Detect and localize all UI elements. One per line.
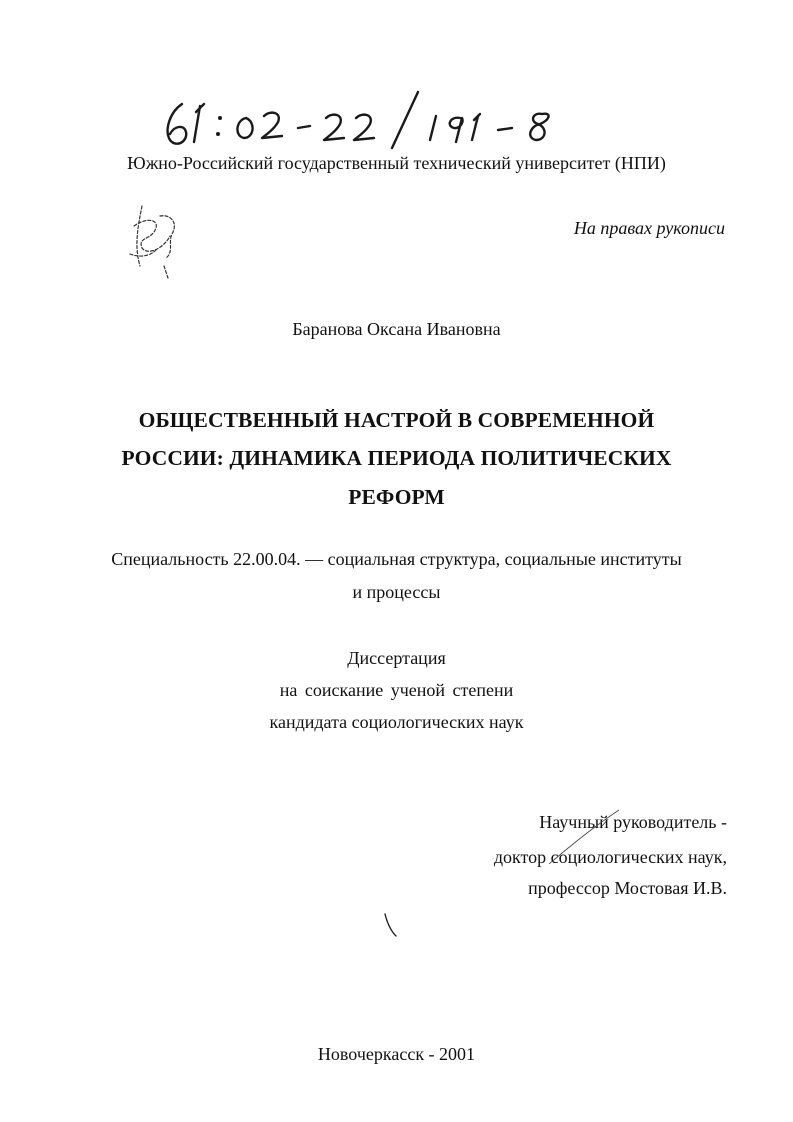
dissertation-line-1: Диссертация xyxy=(347,648,446,668)
dissertation-line-2: на соискание ученой степени xyxy=(279,680,514,700)
pen-stroke-drawing xyxy=(545,808,620,868)
dissertation-line-3: кандидата социологических наук xyxy=(269,712,524,732)
title-line-3: РЕФОРМ xyxy=(348,485,445,509)
signature-mark xyxy=(120,196,190,286)
university-name: Южно-Российский государственный технический университет (НПИ) xyxy=(127,153,666,173)
title-line-1: ОБЩЕСТВЕННЫЙ НАСТРОЙ В СОВРЕМЕННОЙ xyxy=(138,408,655,432)
pen-mark xyxy=(382,912,402,938)
title-line-2: РОССИИ: ДИНАМИКА ПЕРИОДА ПОЛИТИЧЕСКИХ xyxy=(121,446,672,470)
supervisor-line-1: Научный руководитель - xyxy=(539,812,727,832)
specialty-line-2: и процессы xyxy=(352,582,441,602)
signature-drawing xyxy=(120,196,190,286)
author-name: Баранова Оксана Ивановна xyxy=(292,319,501,339)
pen-mark-drawing xyxy=(382,912,402,938)
city-year: Новочеркасск - 2001 xyxy=(317,1044,476,1064)
supervisor-line-2: доктор социологических наук, xyxy=(493,847,727,867)
handwritten-archive-code-drawing xyxy=(160,92,600,154)
manuscript-note: На правах рукописи xyxy=(573,218,725,238)
specialty-line-1: Специальность 22.00.04. — социальная структура, социальные институты xyxy=(111,549,682,569)
pen-stroke-mark xyxy=(545,808,620,868)
handwritten-archive-code xyxy=(160,92,600,154)
supervisor-line-3: профессор Мостовая И.В. xyxy=(528,878,727,898)
